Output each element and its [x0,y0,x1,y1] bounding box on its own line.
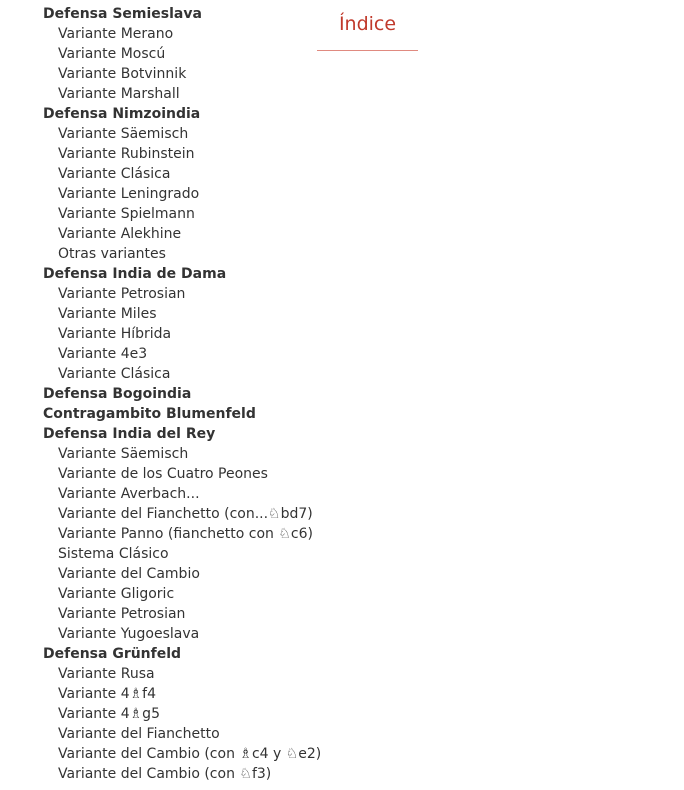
toc-subsection-link[interactable]: Variante del Cambio (con ♗c4 y ♘e2) [58,746,322,762]
toc-subsection-link[interactable]: Variante Säemisch [58,126,189,142]
title-underline [317,50,418,51]
toc-subsection-link[interactable]: Variante Gligoric [58,586,175,602]
toc-subsection-link[interactable]: Variante Alekhine [58,226,182,242]
table-of-contents [43,4,321,784]
toc-section-link[interactable]: Defensa Grünfeld [43,646,182,662]
toc-section-link[interactable]: Defensa Semieslava [43,6,202,22]
index-title: Índice [338,13,397,35]
toc-subsection-link[interactable]: Variante Säemisch [58,446,189,462]
toc-subsection-link[interactable]: Sistema Clásico [58,546,169,562]
toc-subsection-link[interactable]: Variante Híbrida [58,326,172,342]
toc-subsection-link[interactable]: Variante Yugoeslava [58,626,200,642]
toc-subsection-link[interactable]: Variante Leningrado [58,186,200,202]
toc-subsection-link[interactable]: Variante Petrosian [58,286,186,302]
toc-subsection-link[interactable]: Variante Merano [58,26,174,42]
toc-subsection-link[interactable]: Variante del Cambio [58,566,200,582]
toc-subsection-link[interactable]: Variante Averbach... [58,486,200,502]
toc-subsection-link[interactable]: Variante Miles [58,306,157,322]
toc-subsection-link[interactable]: Variante Spielmann [58,206,195,222]
toc-subsection-link[interactable]: Variante 4e3 [58,346,148,362]
toc-subsection-link[interactable]: Otras variantes [58,246,166,262]
toc-subsection-link[interactable]: Variante Marshall [58,86,180,102]
toc-section-link[interactable]: Defensa Bogoindia [43,386,192,402]
toc-subsection-link[interactable]: Variante 4♗f4 [58,686,157,702]
toc-subsection-link[interactable]: Variante Petrosian [58,606,186,622]
toc-subsection-link[interactable]: Variante de los Cuatro Peones [58,466,268,482]
toc-subsection-link[interactable]: Variante del Cambio (con ♘f3) [58,766,272,782]
toc-subsection-link[interactable]: Variante Rusa [58,666,155,682]
toc-section-link[interactable]: Defensa India de Dama [43,266,227,282]
toc-section-link[interactable]: Contragambito Blumenfeld [43,406,256,422]
toc-subsection-link[interactable]: Variante del Fianchetto [58,726,220,742]
toc-subsection-link[interactable]: Variante Panno (fianchetto con ♘c6) [58,526,313,542]
toc-subsection-link[interactable]: Variante Moscú [58,46,166,62]
toc-subsection-link[interactable]: Variante Clásica [58,166,171,182]
toc-section-link[interactable]: Defensa India del Rey [43,426,216,442]
toc-subsection-link[interactable]: Variante 4♗g5 [58,706,160,722]
toc-subsection-link[interactable]: Variante del Fianchetto (con...♘bd7) [58,506,313,522]
toc-subsection-link[interactable]: Variante Botvinnik [58,66,187,82]
toc-section-link[interactable]: Defensa Nimzoindia [43,106,201,122]
toc-subsection-link[interactable]: Variante Rubinstein [58,146,195,162]
toc-subsection-link[interactable]: Variante Clásica [58,366,171,382]
